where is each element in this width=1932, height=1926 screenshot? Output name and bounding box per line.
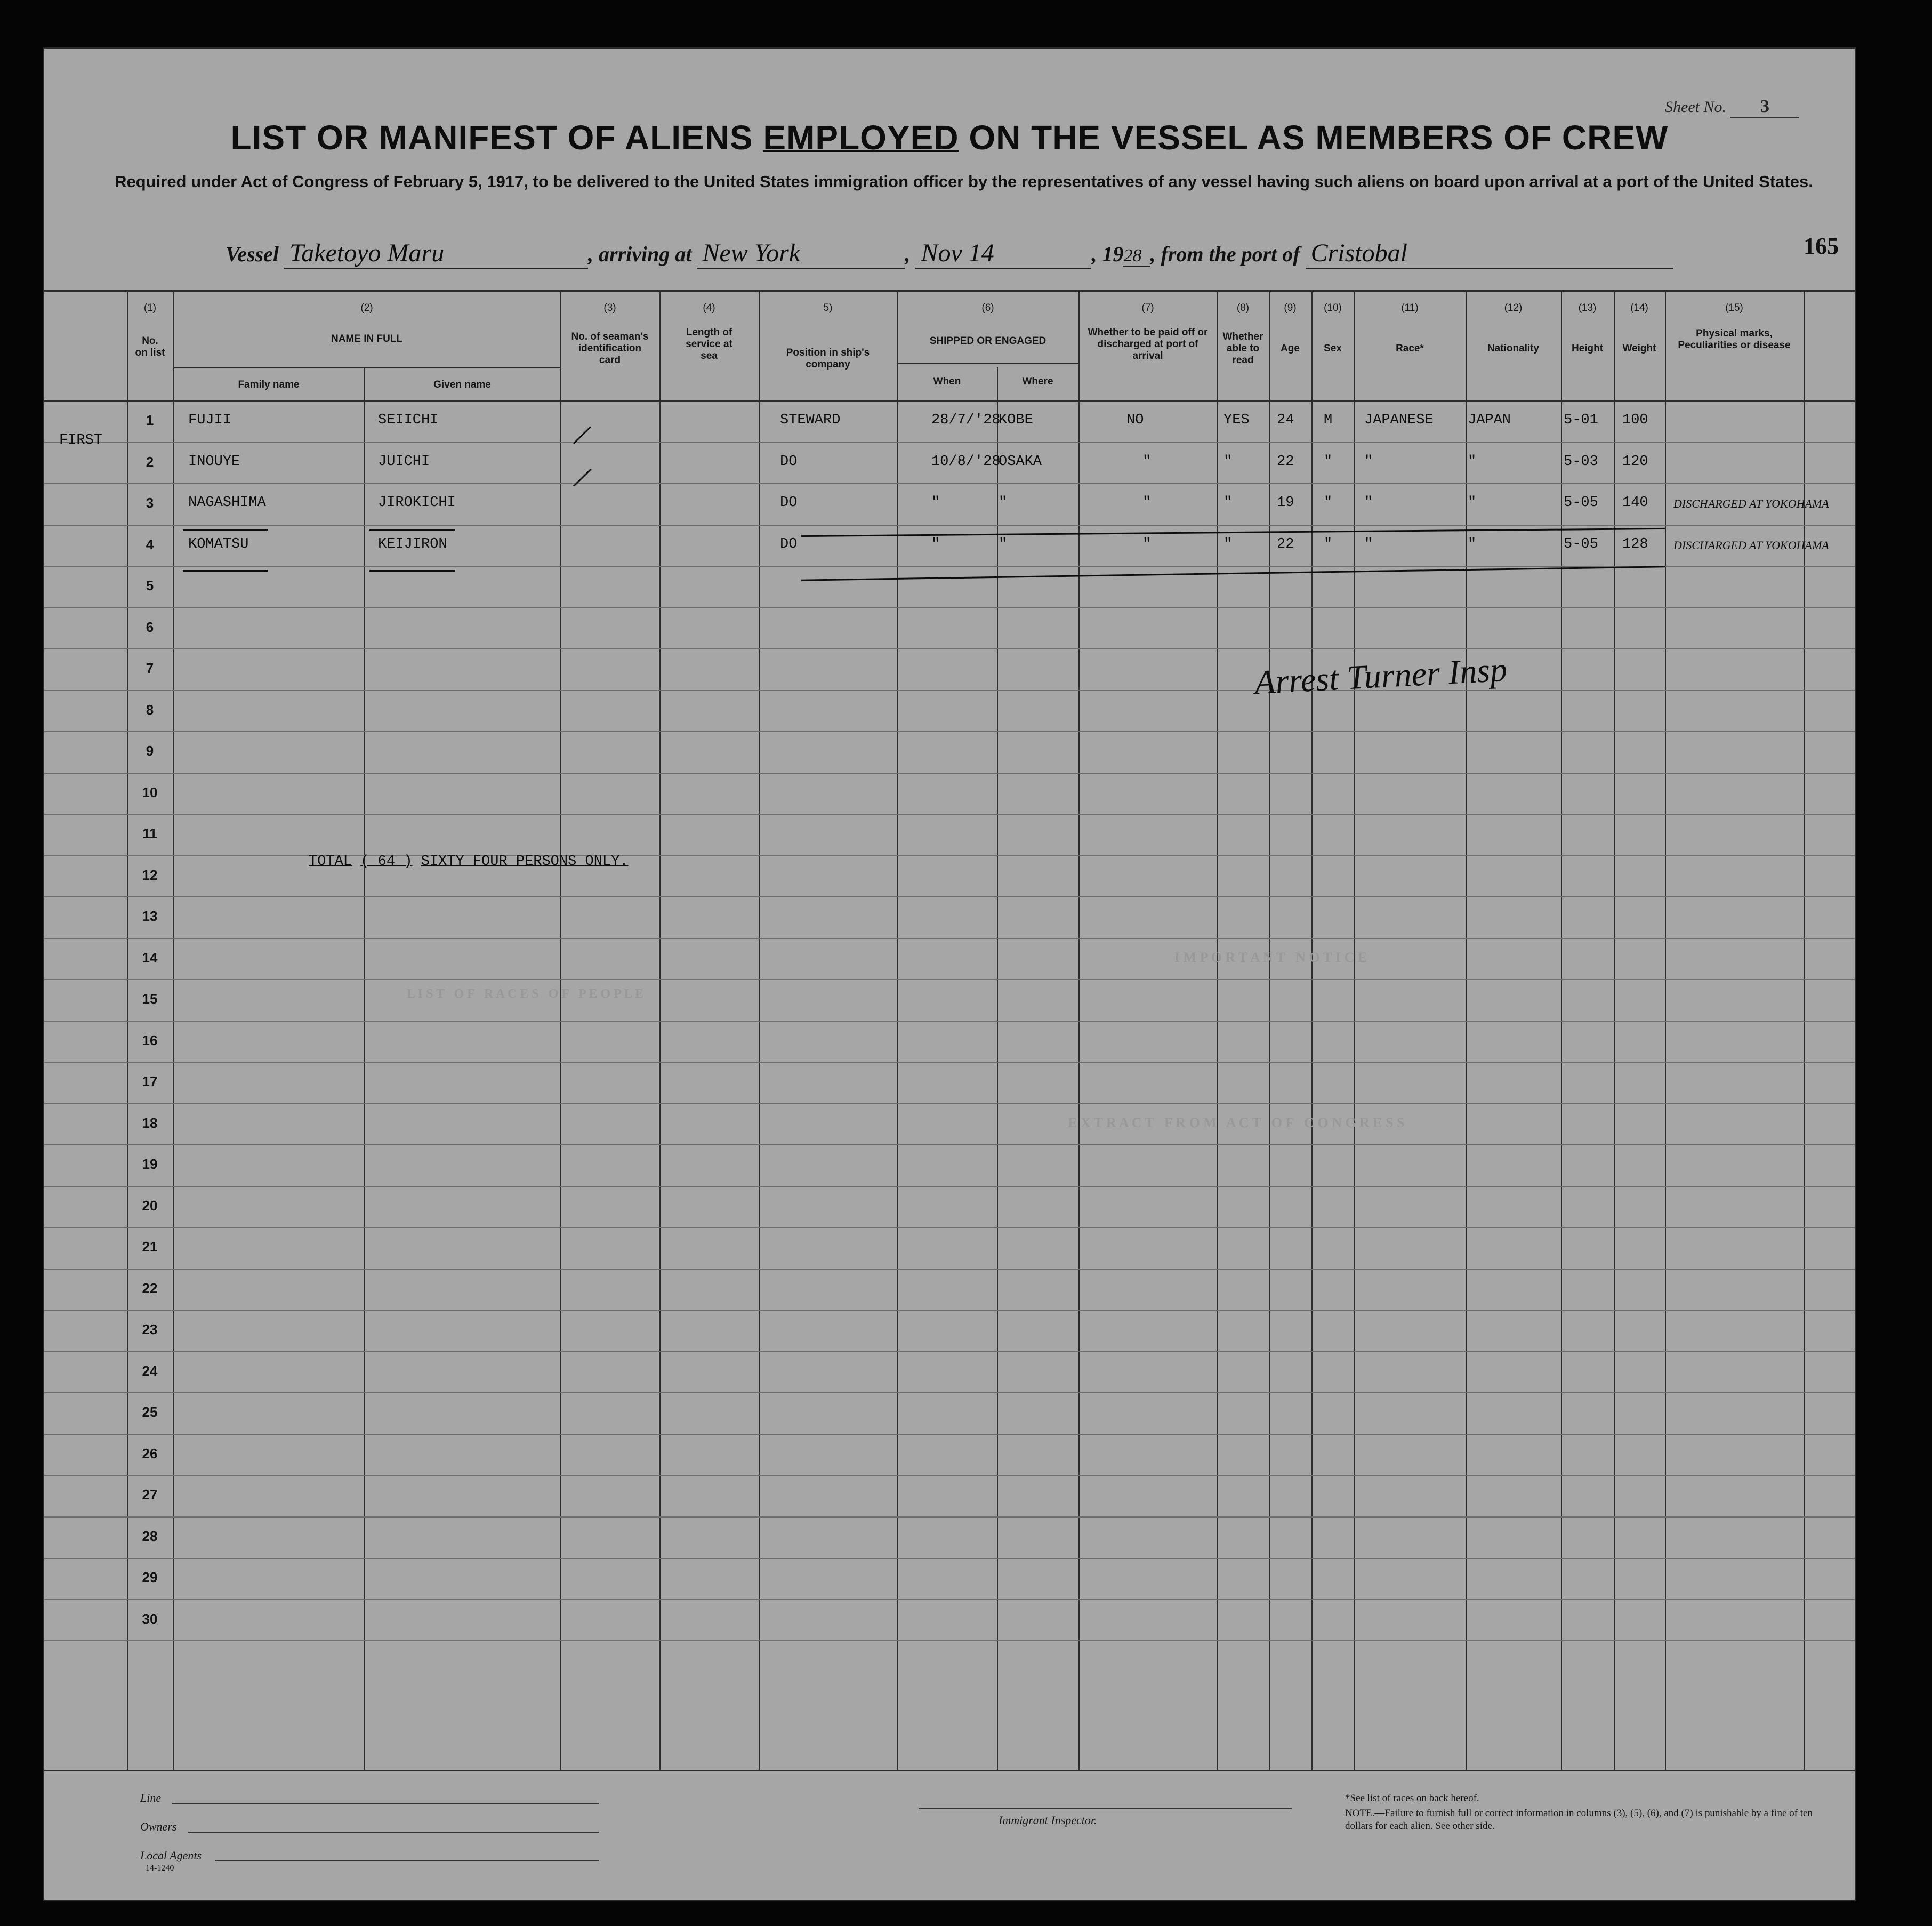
row-rule [44, 1062, 1855, 1063]
col-header-name-in-full: NAME IN FULL [331, 333, 403, 344]
sheet-number-value: 3 [1730, 97, 1799, 118]
entry-when: " [931, 495, 940, 511]
row-number: 16 [142, 1032, 158, 1048]
subheader-where: Where [1022, 376, 1053, 387]
row-number: 5 [146, 577, 154, 593]
row-number: 15 [142, 991, 158, 1007]
footer-agents-rule [215, 1860, 599, 1861]
column-divider [1311, 290, 1313, 1770]
entry-sex: M [1324, 412, 1333, 428]
row-number: 9 [146, 743, 154, 759]
inspector-signature: Arrest Turner Insp [1253, 650, 1508, 702]
bleedthrough-text: E X T R A C T F R O M A C T O F C O N G R E S S [1068, 1115, 1405, 1130]
column-divider [560, 290, 561, 1770]
entry-where: OSAKA [999, 454, 1042, 470]
column-divider [897, 290, 898, 1770]
subheader-when: When [933, 376, 961, 387]
col-header-age: Age [1281, 343, 1300, 354]
total-label: TOTAL [309, 854, 352, 870]
total-line [309, 854, 629, 870]
immigrant-inspector-label: Immigrant Inspector. [999, 1813, 1097, 1827]
year-prefix: 19 [1102, 242, 1124, 266]
entry-read: " [1223, 454, 1233, 470]
column-divider [1804, 290, 1805, 1770]
row-number: 13 [142, 908, 158, 924]
entry-read: " [1223, 495, 1233, 511]
bleedthrough-text: I M P O R T A N T N O T I C E [1174, 950, 1367, 965]
title-part-2: ON THE VESSEL AS MEMBERS OF CREW [959, 118, 1669, 157]
col-header-height: Height [1571, 343, 1604, 354]
entry-given: SEIICHI [378, 412, 439, 428]
footer-line-label: Line [140, 1791, 162, 1804]
entry-given: JUICHI [378, 454, 430, 470]
col-num-10: (10) [1324, 302, 1342, 314]
year-field: 28 [1123, 246, 1150, 267]
entry-height: 5-05 [1564, 495, 1598, 511]
subheader-given-name: Given name [433, 379, 491, 390]
column-divider [1269, 290, 1270, 1770]
margin-label-first: FIRST [59, 432, 103, 448]
strike-through-line [801, 528, 1665, 537]
footer-note-penalty: NOTE.—Failure to furnish full or correct information in columns (3), (5), (6), and (7) is punishable by a fine of ten dollars for each alien. See other side. [1345, 1808, 1813, 1832]
row-rule [44, 1475, 1855, 1476]
row-rule [44, 1103, 1855, 1104]
row-rule [44, 1434, 1855, 1435]
total-count: ( 64 ) [360, 854, 413, 870]
entry-race: " [1364, 536, 1373, 552]
row-rule [44, 1144, 1855, 1145]
form-number: 14-1240 [146, 1864, 174, 1873]
row-rule [44, 648, 1855, 649]
row-number: 4 [146, 536, 154, 552]
departure-port-field: Cristobal [1306, 238, 1673, 269]
entry-paid-off: " [1142, 454, 1152, 470]
table-top-border [44, 290, 1855, 292]
row-number: 22 [142, 1280, 158, 1296]
entry-age: 24 [1277, 412, 1294, 428]
subheader-family-name: Family name [238, 379, 300, 390]
column-divider [127, 290, 128, 1770]
check-mark: / [572, 416, 592, 453]
row-number: 17 [142, 1073, 158, 1089]
col-num-9: (9) [1284, 302, 1297, 314]
footer-line-rule [172, 1803, 599, 1804]
header-bottom-rule [44, 400, 1855, 402]
entry-marks: DISCHARGED AT YOKOHAMA [1673, 497, 1829, 510]
row-rule [44, 1227, 1855, 1228]
row-rule [44, 896, 1855, 897]
row-rule [44, 938, 1855, 939]
row-rule [44, 607, 1855, 608]
column-divider [659, 290, 661, 1770]
entry-read: YES [1223, 412, 1250, 428]
bleedthrough-text: L I S T O F R A C E S O F P E O P L E [407, 987, 644, 1001]
row-rule [44, 814, 1855, 815]
col-header-length-service: Length of service at sea [686, 327, 732, 362]
strike-through-line [369, 570, 455, 572]
vessel-line: Vessel Taketoyo Maru , arriving at New York , Nov 14 , 1928 , from the port of Cristobal [226, 238, 1825, 269]
row-number: 28 [142, 1528, 158, 1544]
column-divider [1466, 290, 1467, 1770]
col-num-14: (14) [1630, 302, 1648, 314]
vessel-label: Vessel [226, 242, 279, 266]
footer-notes [1345, 1792, 1825, 1833]
name-header-rule [173, 367, 560, 368]
page-title [44, 118, 1855, 157]
total-words: SIXTY FOUR PERSONS ONLY. [421, 854, 629, 870]
strike-through-line [183, 529, 268, 531]
entry-marks: DISCHARGED AT YOKOHAMA [1673, 539, 1829, 552]
entry-height: 5-01 [1564, 412, 1598, 428]
row-rule [44, 483, 1855, 484]
row-rule [44, 1021, 1855, 1022]
footer-agents-label: Local Agents [140, 1849, 202, 1862]
entry-nationality: " [1468, 454, 1477, 470]
row-rule [44, 690, 1855, 691]
col-num-1: (1) [143, 302, 157, 314]
column-divider [1217, 290, 1218, 1770]
entry-when: " [931, 536, 940, 552]
from-port-label: , from the port of [1150, 242, 1300, 266]
row-number: 20 [142, 1198, 158, 1214]
col-header-weight: Weight [1622, 343, 1656, 354]
col-header-position: Position in ship's company [786, 347, 870, 370]
entry-family: NAGASHIMA [188, 495, 266, 511]
row-number: 3 [146, 495, 154, 511]
row-rule [44, 1186, 1855, 1187]
entry-weight: 128 [1622, 536, 1648, 552]
entry-age: 22 [1277, 454, 1294, 470]
row-number: 27 [142, 1487, 158, 1503]
entry-family: INOUYE [188, 454, 240, 470]
entry-race: JAPANESE [1364, 412, 1434, 428]
column-divider [1614, 290, 1615, 1770]
col-num-5: 5) [823, 302, 833, 314]
row-number: 19 [142, 1156, 158, 1172]
entry-position: DO [780, 536, 798, 552]
entry-height: 5-05 [1564, 536, 1598, 552]
strike-through-line [183, 570, 268, 572]
row-rule [44, 1640, 1855, 1641]
row-rule [44, 1269, 1855, 1270]
row-number: 25 [142, 1404, 158, 1420]
entry-nationality: " [1468, 536, 1477, 552]
row-number: 23 [142, 1321, 158, 1337]
col-header-physical-marks: Physical marks, Peculiarities or disease [1678, 328, 1791, 351]
column-divider [1078, 290, 1080, 1770]
inspector-rule [919, 1808, 1292, 1809]
sheet-number-label: Sheet No. [1665, 98, 1726, 116]
row-number: 14 [142, 950, 158, 966]
entry-race: " [1364, 495, 1373, 511]
column-divider [364, 367, 365, 1770]
vessel-name-field: Taketoyo Maru [284, 238, 588, 269]
row-rule [44, 525, 1855, 526]
row-number: 29 [142, 1569, 158, 1585]
entry-weight: 140 [1622, 495, 1648, 511]
shipped-header-rule [897, 363, 1078, 364]
entry-where: KOBE [999, 412, 1033, 428]
row-number: 8 [146, 702, 154, 718]
col-header-able-to-read: Whether able to read [1222, 331, 1263, 366]
entry-position: DO [780, 454, 798, 470]
col-num-2: (2) [360, 302, 373, 314]
entry-read: " [1223, 536, 1233, 552]
row-number: 1 [146, 412, 154, 428]
row-rule [44, 1516, 1855, 1518]
entry-age: 19 [1277, 495, 1294, 511]
strike-through-line [801, 566, 1665, 581]
entry-weight: 120 [1622, 454, 1648, 470]
entry-sex: " [1324, 495, 1333, 511]
title-underlined: EMPLOYED [763, 118, 959, 157]
col-num-15: (15) [1725, 302, 1743, 314]
entry-height: 5-03 [1564, 454, 1598, 470]
entry-given: KEIJIRON [378, 536, 447, 552]
row-rule [44, 731, 1855, 732]
entry-where: " [999, 495, 1008, 511]
entry-when: 28/7/'28 [931, 412, 1001, 428]
row-rule [44, 442, 1855, 443]
entry-given: JIROKICHI [378, 495, 456, 511]
table-bottom-border [44, 1770, 1855, 1771]
col-num-4: (4) [703, 302, 715, 314]
row-number: 18 [142, 1115, 158, 1131]
footer-owners-label: Owners [140, 1820, 177, 1833]
row-number: 6 [146, 619, 154, 635]
row-number: 10 [142, 784, 158, 800]
row-number: 24 [142, 1363, 158, 1379]
entry-sex: " [1324, 536, 1333, 552]
entry-nationality: JAPAN [1468, 412, 1511, 428]
row-number: 7 [146, 660, 154, 676]
row-number: 30 [142, 1611, 158, 1627]
check-mark: / [572, 459, 592, 495]
entry-when: 10/8/'28 [931, 454, 1001, 470]
col-header-paid-off: Whether to be paid off or discharged at port of arrival [1088, 327, 1208, 362]
row-rule [44, 773, 1855, 774]
row-rule [44, 979, 1855, 980]
entry-position: STEWARD [780, 412, 841, 428]
column-divider [173, 290, 174, 1770]
row-rule [44, 1351, 1855, 1352]
entry-where: " [999, 536, 1008, 552]
row-rule [44, 1558, 1855, 1559]
col-num-13: (13) [1578, 302, 1597, 314]
arrival-date-field: Nov 14 [915, 238, 1091, 269]
row-number: 11 [142, 825, 157, 841]
page-number: 165 [1804, 233, 1839, 259]
col-num-6: (6) [981, 302, 994, 314]
entry-weight: 100 [1622, 412, 1648, 428]
col-header-nationality: Nationality [1487, 343, 1540, 354]
row-rule [44, 1599, 1855, 1600]
entry-paid-off: " [1142, 536, 1152, 552]
col-header-seaman-card: No. of seaman's identification card [571, 331, 649, 366]
arrival-port-field: New York [697, 238, 905, 269]
column-divider [1665, 290, 1666, 1770]
entry-position: DO [780, 495, 798, 511]
col-header-race: Race* [1396, 343, 1424, 354]
manifest-sheet [43, 47, 1856, 1901]
row-number: 21 [142, 1239, 158, 1255]
col-header-sex: Sex [1324, 343, 1342, 354]
entry-family: FUJII [188, 412, 232, 428]
row-rule [44, 1310, 1855, 1311]
entry-sex: " [1324, 454, 1333, 470]
row-number: 26 [142, 1446, 158, 1462]
entry-nationality: " [1468, 495, 1477, 511]
strike-through-line [369, 529, 455, 531]
arriving-label: , arriving at [588, 242, 692, 266]
col-num-3: (3) [603, 302, 616, 314]
col-num-12: (12) [1504, 302, 1523, 314]
row-number: 12 [142, 867, 158, 883]
page-subtitle: Required under Act of Congress of February 5, 1917, to be delivered to the United States immigration officer by the representatives of any vessel having such aliens on board upon arrival at a port of the United States. [115, 172, 1813, 191]
footer-note-races: *See list of races on back hereof. [1345, 1793, 1479, 1804]
col-num-7: (7) [1141, 302, 1154, 314]
entry-race: " [1364, 454, 1373, 470]
column-divider [1561, 290, 1562, 1770]
col-num-11: (11) [1401, 302, 1419, 314]
col-num-8: (8) [1236, 302, 1250, 314]
footer-owners-rule [188, 1832, 599, 1833]
entry-paid-off: " [1142, 495, 1152, 511]
column-divider [759, 290, 760, 1770]
sheet-number [1665, 97, 1799, 118]
row-rule [44, 1392, 1855, 1393]
entry-age: 22 [1277, 536, 1294, 552]
col-header-no-on-list: No. on list [135, 335, 165, 358]
column-divider [1354, 290, 1355, 1770]
col-header-shipped-engaged: SHIPPED OR ENGAGED [929, 335, 1046, 347]
entry-family: KOMATSU [188, 536, 249, 552]
title-part-1: LIST OR MANIFEST OF ALIENS [230, 118, 763, 157]
entry-paid-off: NO [1126, 412, 1144, 428]
row-number: 2 [146, 454, 154, 470]
